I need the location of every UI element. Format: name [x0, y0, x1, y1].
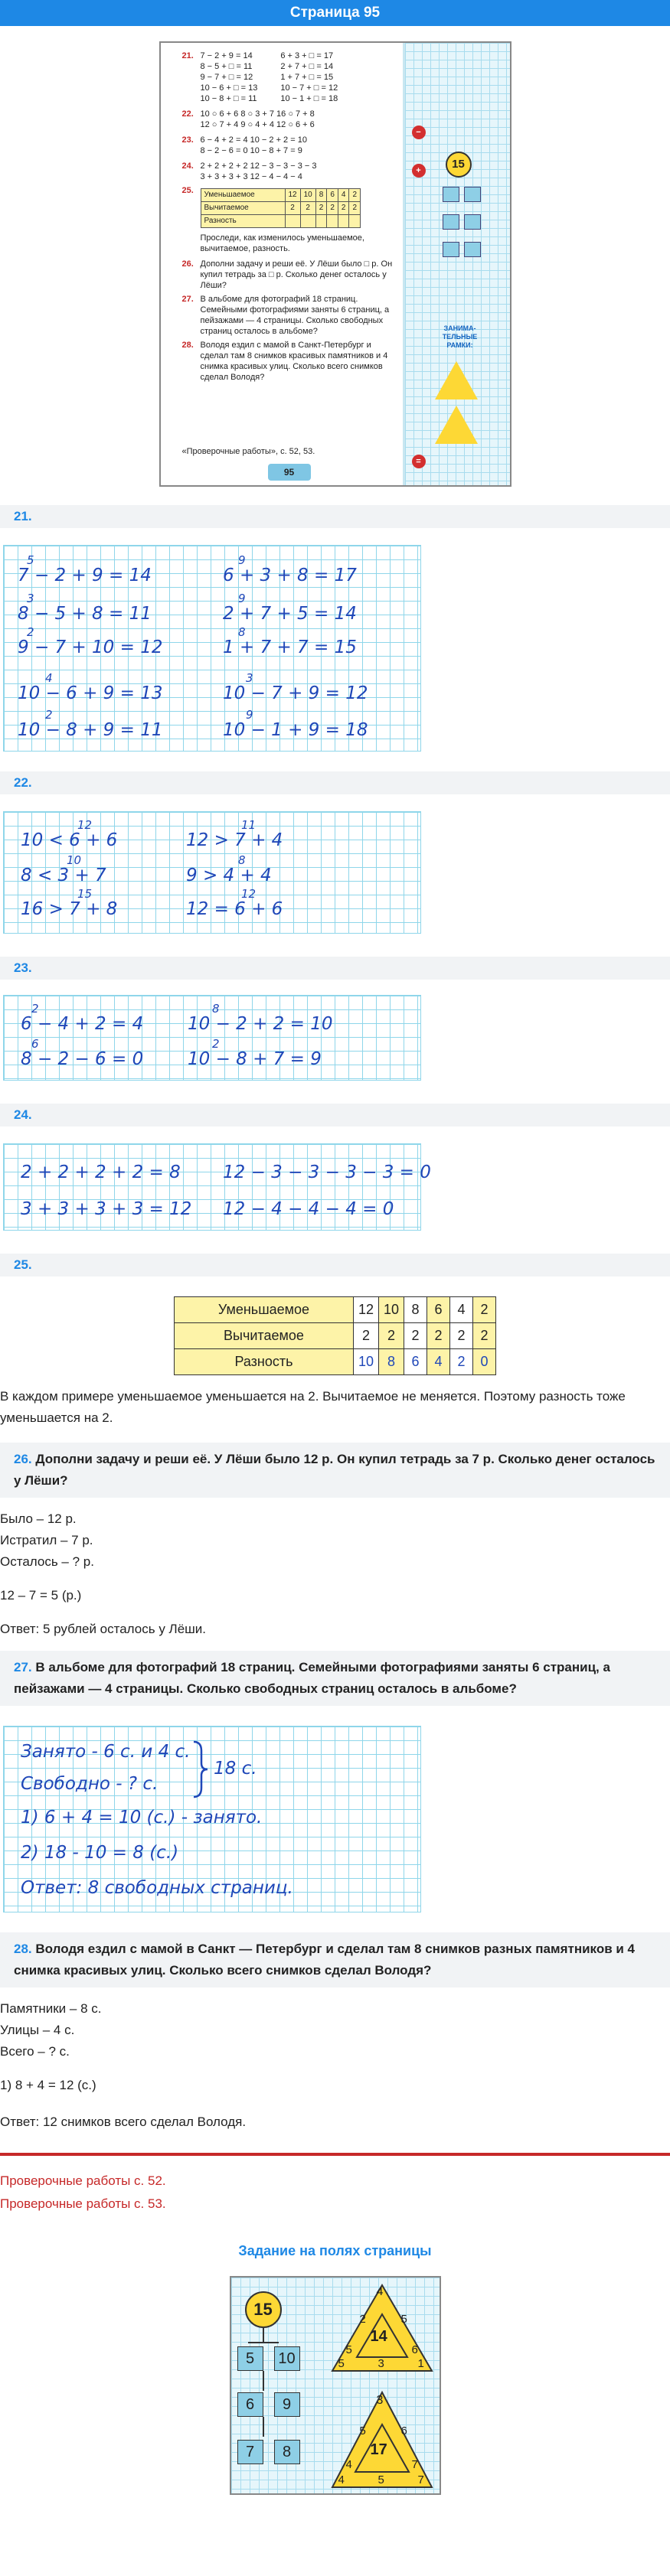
scan-exercise-21: 21. 7 − 2 + 9 = 14 8 − 5 + □ = 11 9 − 7 + □ = 12 10 − 6 + □ = 13 10 − 8 + □ = 11 6 + 3 + □ = 17 2 + 7 + □ = 14 1 + 7 + □ = 15 10 − 7 + □ = 12 10 − 1 + □ = 18: [181, 51, 338, 103]
scan-box: [443, 214, 459, 230]
triangle-number: 4: [345, 2458, 352, 2471]
triangle-number: 5: [359, 2424, 366, 2437]
solution-line: 8 − 5 + 8 = 11: [18, 604, 152, 624]
section-label-24: 24.: [0, 1104, 670, 1127]
exercise-25-explanation: В каждом примере уменьшаемое уменьшается на 2. Вычитаемое не меняется. Поэтому разность тоже уменьшается на 2.: [0, 1389, 626, 1425]
hint-mark: 5: [27, 553, 34, 567]
triangle-number: 2: [359, 2313, 366, 2326]
scan-triangle: [435, 361, 478, 399]
scan-target-badge: 15: [446, 152, 472, 178]
solution-line: 2 + 7 + 5 = 14: [223, 604, 357, 624]
solution-line: 7 − 2 + 9 = 14: [18, 566, 152, 585]
section-label-21: 21.: [0, 505, 670, 528]
textbook-page-scan: [159, 41, 511, 487]
hint-mark: 15: [77, 887, 93, 901]
triangle-number: 4: [376, 2285, 384, 2298]
solution-line: 12 − 3 − 3 − 3 − 3 = 0: [223, 1162, 431, 1182]
solution-line: 10 − 8 + 7 = 9: [188, 1049, 322, 1069]
question-27: [0, 1651, 670, 1706]
question-number: 28.: [14, 1942, 32, 1956]
exercise-23-solution: [3, 995, 421, 1081]
hint-mark: 9: [238, 592, 246, 605]
triangle-number: 7: [417, 2473, 424, 2486]
triangle-number: 5: [377, 2473, 384, 2486]
triangle-number: 5: [400, 2313, 407, 2326]
hint-mark: 2: [27, 625, 34, 639]
table-row: Уменьшаемое 12 10 8 6 4 2: [174, 1297, 495, 1323]
scan-exercise-27: 27. В альбоме для фотографий 18 страниц. Семейными фотографиями заняты 6 страниц, а пейзажами — 4 страницы. Сколько свободных страниц осталось в альбоме?: [181, 295, 390, 336]
solution-line: 6 + 3 + 8 = 17: [223, 566, 357, 585]
solution-line: 10 − 2 + 2 = 10: [188, 1014, 333, 1034]
exercise-22-solution: [3, 811, 421, 934]
hint-mark: 2: [31, 1002, 39, 1016]
solution-line: 1 + 7 + 7 = 15: [223, 637, 357, 657]
question-28: [0, 1932, 670, 1987]
link-test-work-53[interactable]: Проверочные работы с. 53.: [0, 2196, 166, 2211]
exercise-26-solution: Было – 12 р. Истратил – 7 р. Осталось – ? р. 12 – 7 = 5 (р.) Ответ: 5 рублей осталось у Лёши.: [0, 1511, 207, 1636]
page-title: Страница 95: [0, 0, 670, 26]
solution-line: Свободно - ? с.: [21, 1774, 159, 1794]
triangle-number: 14: [370, 2328, 387, 2345]
hint-mark: 2: [45, 708, 53, 722]
hint-mark: 9: [246, 708, 253, 722]
hint-mark: 12: [77, 818, 93, 832]
triangle-number: 4: [338, 2473, 345, 2486]
solution-line: 12 > 7 + 4: [186, 830, 283, 850]
section-label-25: 25.: [0, 1254, 670, 1277]
sum-box: 9: [274, 2392, 300, 2417]
hint-mark: 3: [27, 592, 34, 605]
triangle-number: 17: [370, 2441, 387, 2458]
equals-icon: =: [412, 455, 426, 468]
solution-line: 12 − 4 − 4 − 4 = 0: [223, 1199, 394, 1219]
hint-mark: 11: [241, 818, 257, 832]
solution-line: 10 < 6 + 6: [21, 830, 118, 850]
sum-box: 8: [274, 2440, 300, 2464]
solution-line: 2 + 2 + 2 + 2 = 8: [21, 1162, 181, 1182]
hint-mark: 6: [31, 1037, 39, 1051]
exercise-24-solution: [3, 1143, 431, 1231]
solution-line: 10 − 6 + 9 = 13: [18, 683, 163, 703]
margin-task-image: [230, 2276, 441, 2495]
solution-line: Занято - 6 с. и 4 с.: [21, 1742, 191, 1762]
sum-box: 7: [237, 2440, 263, 2464]
hint-mark: 10: [67, 853, 82, 867]
triangle-number: 3: [376, 2394, 384, 2407]
hint-mark: 9: [238, 553, 246, 567]
scan-exercise-26: 26. Дополни задачу и реши её. У Лёши было □ р. Он купил тетрадь за □ р. Сколько денег осталось у Лёши?: [181, 259, 393, 290]
minus-icon: −: [412, 126, 426, 139]
scan-box: [443, 242, 459, 257]
solution-line: 9 − 7 + 10 = 12: [18, 637, 163, 657]
question-text: Дополни задачу и реши её. У Лёши было 12 р. Он купил тетрадь за 7 р. Сколько денег осталось у Лёши?: [14, 1452, 655, 1488]
solution-line: 1) 6 + 4 = 10 (с.) - занято.: [21, 1808, 263, 1828]
brace-icon: [192, 1740, 209, 1798]
exercise-25-table-wrap: [0, 1296, 670, 1375]
solution-line: 6 − 4 + 2 = 4: [21, 1014, 144, 1034]
scan-table-25: Уменьшаемое 12 10 8 6 4 2 Вычитаемое 2 2 2 2 2 2 Разность: [201, 188, 361, 228]
scan-box: [464, 187, 481, 202]
solution-line: 3 + 3 + 3 + 3 = 12: [21, 1199, 192, 1219]
solution-line: 2) 18 - 10 = 8 (с.): [21, 1843, 179, 1863]
hint-mark: 8: [238, 853, 246, 867]
scan-box: [464, 214, 481, 230]
hint-mark: 3: [246, 671, 253, 685]
solution-line: 8 − 2 − 6 = 0: [21, 1049, 144, 1069]
scan-exercise-22: 22. 10 ○ 6 + 6 8 ○ 3 + 7 16 ○ 7 + 8 12 ○ 7 + 4 9 ○ 4 + 4 12 ○ 6 + 6: [181, 109, 315, 129]
solution-line: Ответ: 8 свободных страниц.: [21, 1878, 293, 1898]
scan-box: [464, 242, 481, 257]
hint-mark: 8: [212, 1002, 220, 1016]
sum-box: 5: [237, 2346, 263, 2371]
scan-text-column: [161, 43, 403, 485]
solution-line: 10 − 8 + 9 = 11: [18, 720, 163, 740]
solution-line: 16 > 7 + 8: [21, 899, 118, 919]
triangle-number: 6: [411, 2343, 418, 2356]
question-number: 26.: [14, 1452, 32, 1466]
sum-box: 6: [237, 2392, 263, 2417]
exercise-28-solution: Памятники – 8 с. Улицы – 4 с. Всего – ? с. 1) 8 + 4 = 12 (с.) Ответ: 12 снимков всего сделал Володя.: [0, 2001, 247, 2129]
triangle-number: 5: [338, 2357, 345, 2370]
hint-mark: 12: [241, 887, 257, 901]
scan-exercise-28: 28. Володя ездил с мамой в Санкт-Петербург и сделал там 8 снимков красивых памятников и 4 снимка красивых улиц. Сколько всего снимков сделал Володя?: [181, 341, 388, 382]
solution-line: 18 с.: [214, 1759, 257, 1779]
exercise-25-table: [174, 1296, 496, 1375]
triangle-number: 1: [417, 2357, 424, 2370]
triangle-number: 3: [377, 2357, 384, 2370]
triangle-number: 7: [411, 2458, 418, 2471]
divider: [0, 2153, 670, 2156]
scan-side-label: ЗАНИМА-ТЕЛЬНЫЕ РАМКИ:: [442, 324, 478, 349]
table-row: Вычитаемое 2 2 2 2 2 2: [174, 1323, 495, 1349]
question-26: [0, 1443, 670, 1498]
link-test-work-52[interactable]: Проверочные работы с. 52.: [0, 2173, 166, 2188]
section-label-22: 22.: [0, 771, 670, 794]
hint-mark: 4: [45, 671, 53, 685]
scan-exercise-25: 25. Уменьшаемое 12 10 8 6 4 2 Вычитаемое 2 2 2 2 2 2 Разность Проследи, как изменилось уменьшаемое, вычитаемое, разность.: [181, 186, 364, 253]
target-sum-badge: 15: [245, 2291, 282, 2328]
sum-box: 10: [274, 2346, 300, 2371]
solution-line: 10 − 7 + 9 = 12: [223, 683, 368, 703]
question-text: В альбоме для фотографий 18 страниц. Семейными фотографиями заняты 6 страниц, а пейзажами — 4 страницы. Сколько свободных страниц осталось в альбоме?: [14, 1660, 610, 1696]
scan-exercise-23: 23. 6 − 4 + 2 = 4 10 − 2 + 2 = 10 8 − 2 − 6 = 0 10 − 8 + 7 = 9: [181, 135, 307, 155]
question-number: 27.: [14, 1660, 32, 1674]
scan-footer-reference: «Проверочные работы», с. 52, 53.: [181, 447, 315, 456]
table-row: Разность 10 8 6 4 2 0: [174, 1349, 495, 1375]
section-label-23: 23.: [0, 957, 670, 980]
triangle-number: 5: [345, 2343, 352, 2356]
scan-page-number: 95: [268, 464, 311, 481]
solution-line: 10 − 1 + 9 = 18: [223, 720, 368, 740]
triangle-number: 6: [400, 2424, 407, 2437]
hint-mark: 2: [212, 1037, 220, 1051]
scan-exercise-24: 24. 2 + 2 + 2 + 2 12 − 3 − 3 − 3 − 3 3 + 3 + 3 + 3 12 − 4 − 4 − 4: [181, 161, 317, 181]
hint-mark: 8: [238, 625, 246, 639]
solution-line: 9 > 4 + 4: [186, 866, 272, 885]
exercise-21-solution: [3, 545, 421, 752]
exercise-27-solution: [3, 1726, 421, 1912]
question-text: Володя ездил с мамой в Санкт — Петербург и сделал там 8 снимков разных памятников и 4 снимка красивых улиц. Сколько всего снимков сделал Володя?: [14, 1942, 636, 1978]
solution-line: 12 = 6 + 6: [186, 899, 283, 919]
solution-line: 8 < 3 + 7: [21, 866, 106, 885]
margin-task-title: Задание на полях страницы: [238, 2243, 432, 2258]
scan-box: [443, 187, 459, 202]
scan-triangle: [435, 406, 478, 444]
plus-icon: +: [412, 164, 426, 178]
